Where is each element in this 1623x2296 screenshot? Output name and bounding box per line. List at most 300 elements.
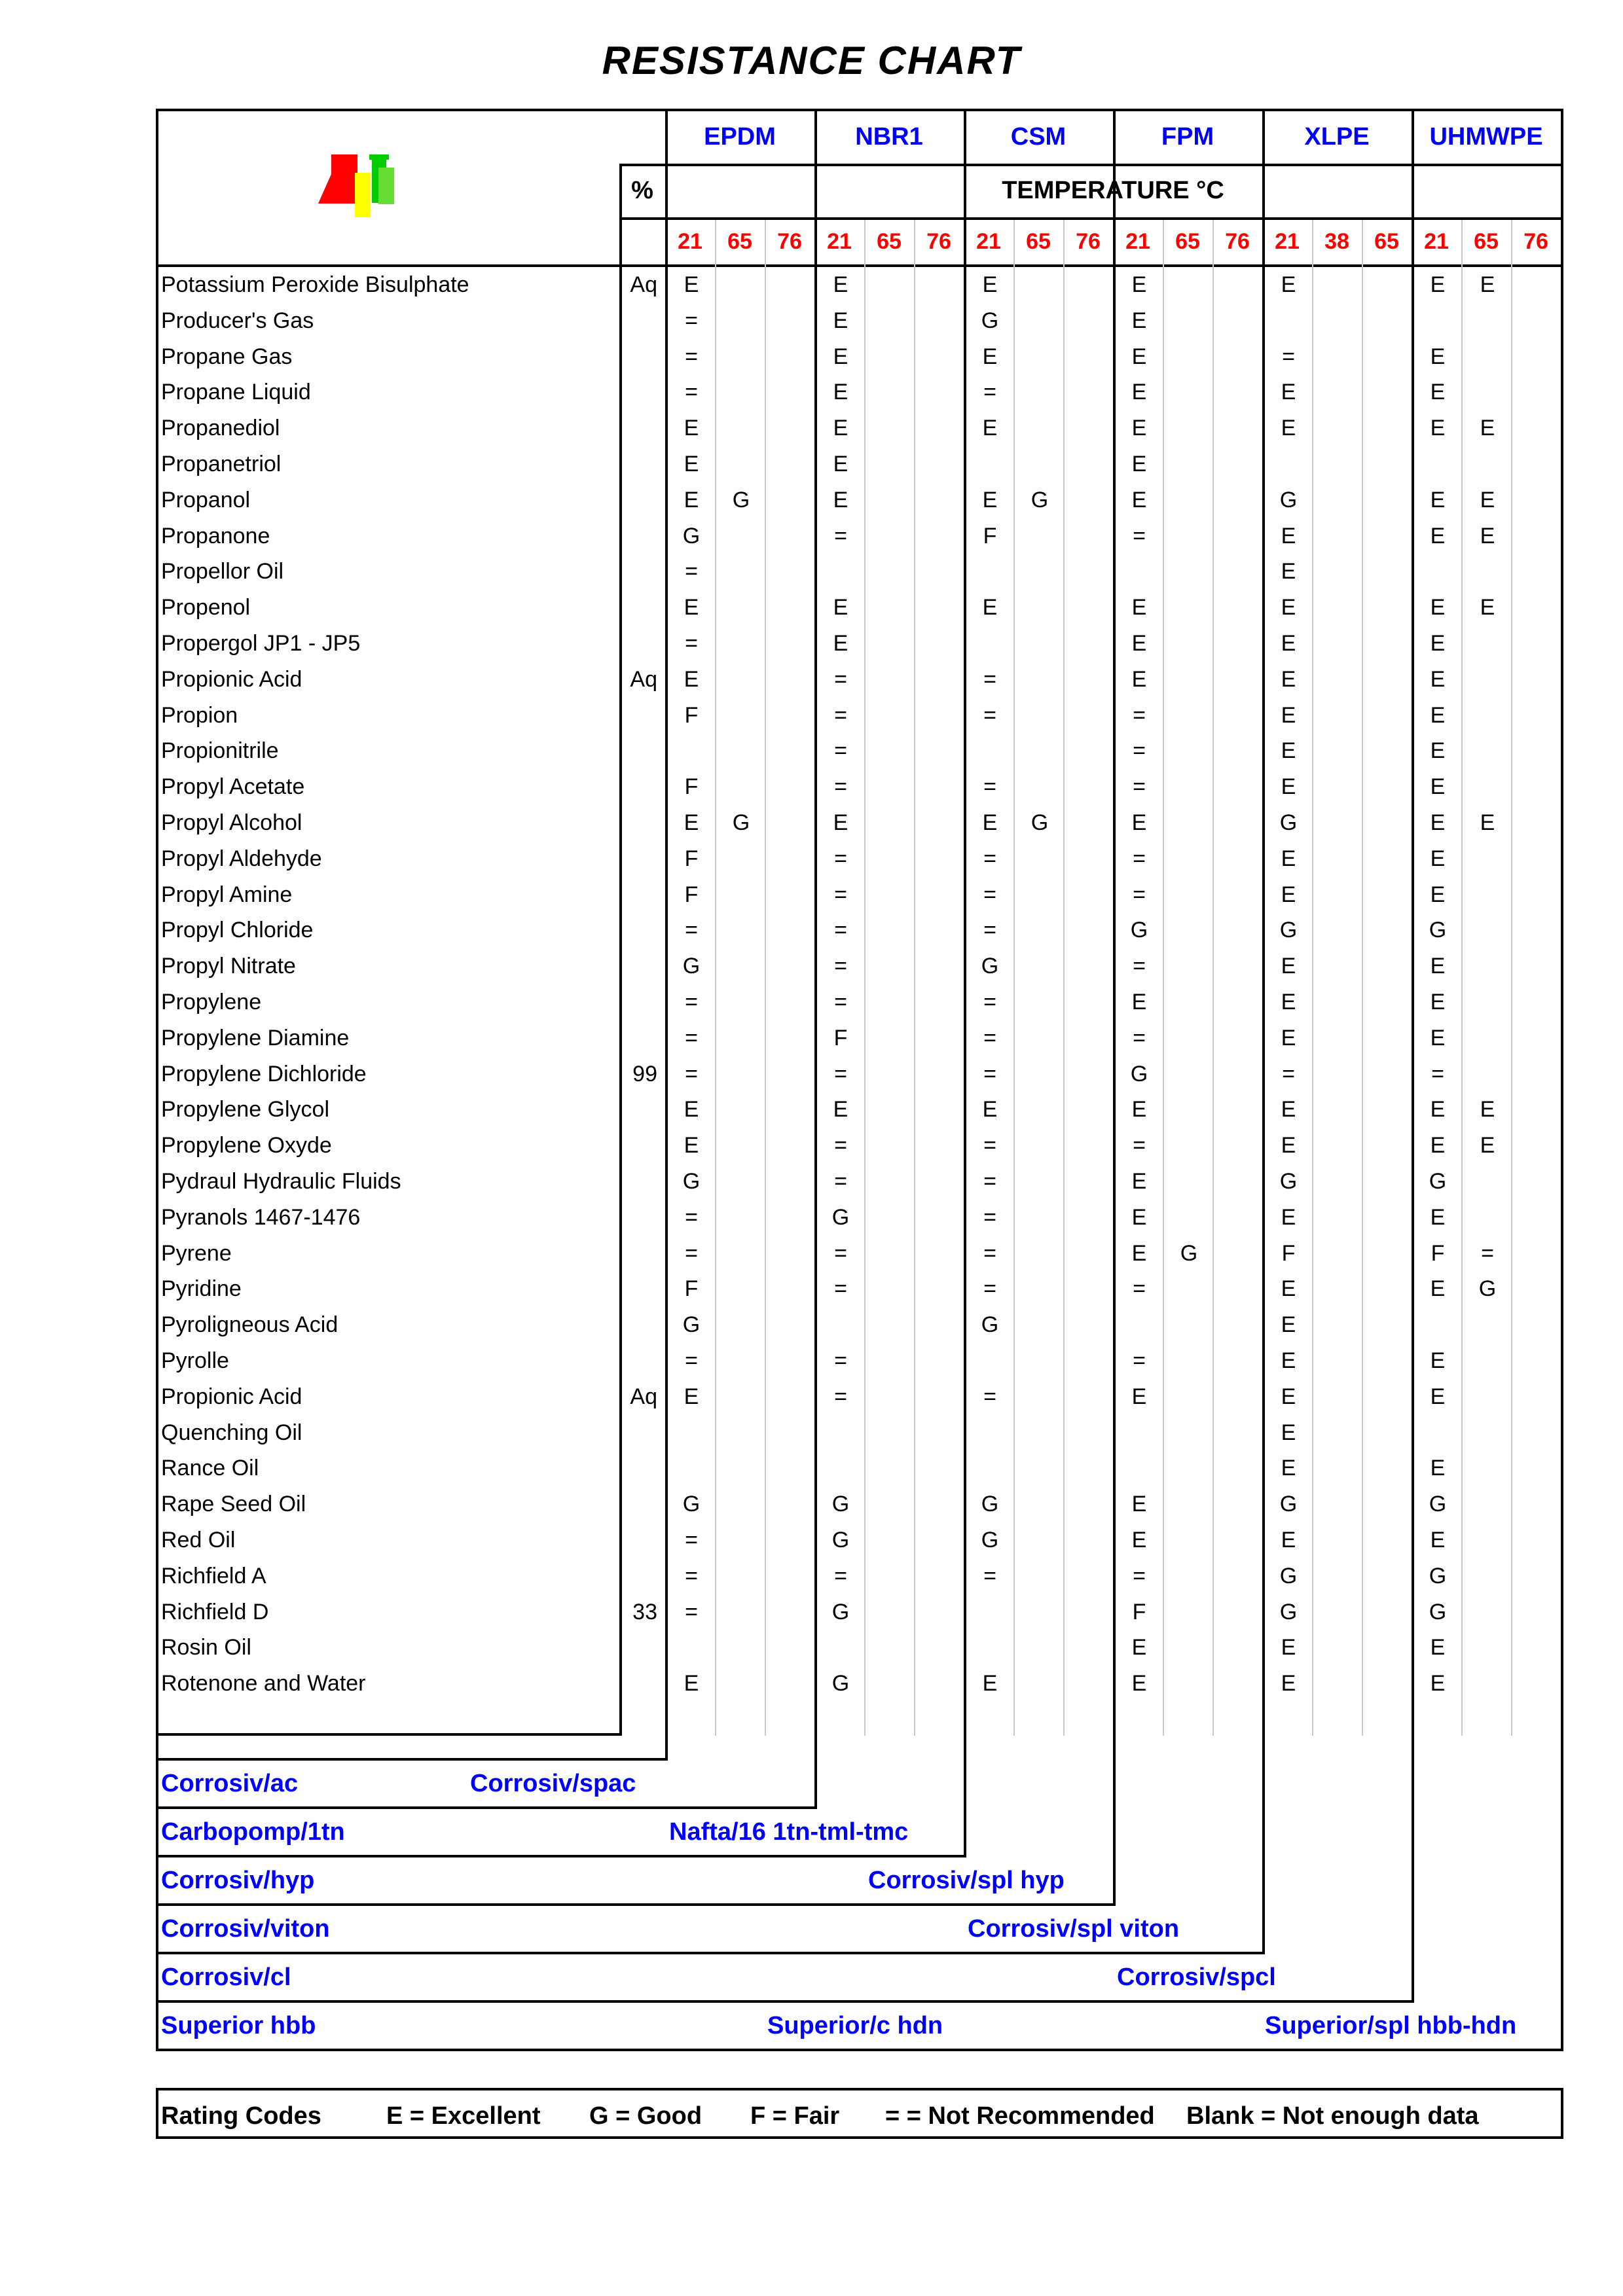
rating-cell: E [1430,990,1446,1014]
footer-superior-spl: Superior/spl hbb-hdn [1265,2012,1517,2039]
rating-cell: = [834,954,847,979]
rating-cell: G [831,1528,850,1552]
footer-bottom-border [156,2049,1563,2051]
rating-cell: = [983,1384,996,1409]
rating-cell: G [1429,918,1447,943]
rating-cell: E [1131,595,1147,620]
footer-nafta: Nafta/16 1tn-tml-tmc [669,1818,909,1846]
temperature-header: TEMPERATURE °C [1002,177,1224,204]
temp-header-fpm-0: 21 [1125,229,1150,254]
rating-cell: E [982,1671,998,1696]
rating-cell: = [983,1563,996,1588]
rating-cell: E [1131,308,1147,333]
chemical-name: Pydraul Hydraulic Fluids [161,1169,401,1194]
footer-corrosiv-spl-viton: Corrosiv/spl viton [968,1915,1180,1943]
rating-cell: E [833,308,848,333]
rating-cell: G [981,954,999,979]
rating-cell: E [1131,1635,1147,1660]
rating-cell: = [685,308,698,333]
rating-cell: = [834,1133,847,1158]
rating-cell: E [1281,954,1296,979]
rating-cell: G [1279,1599,1298,1624]
chemical-name: Propenol [161,595,251,620]
material-header-csm: CSM [1010,123,1067,151]
rating-cell: = [983,380,996,405]
chemical-name: Pyroligneous Acid [161,1312,338,1338]
rating-cell: = [685,1025,698,1050]
page-title: RESISTANCE CHART [602,39,1021,82]
names-bottom-border [156,1733,622,1736]
rating-cell: E [833,1097,848,1122]
rating-cell: E [1281,272,1296,297]
rating-cell: E [1480,272,1495,297]
chemical-name: Propylene Oxyde [161,1133,332,1158]
rating-cell: G [831,1671,850,1696]
chemical-name: Pyranols 1467-1476 [161,1204,361,1230]
material-divider-2 [964,109,966,1857]
chemical-name: Propyl Nitrate [161,954,296,979]
rating-cell: E [1430,1528,1446,1552]
footer-corrosiv-cl: Corrosiv/cl [161,1964,291,1991]
rating-cell: E [1430,487,1446,512]
rating-cell: E [684,416,699,441]
rating-cell: = [834,1563,847,1588]
rating-cell: E [833,595,848,620]
rating-cell: E [684,595,699,620]
rating-cell: = [685,1061,698,1086]
chemical-name: Propionic Acid [161,1384,302,1409]
rating-cell: = [1133,1025,1146,1050]
rating-cell: G [981,1312,999,1338]
rating-cell: G [682,1312,701,1338]
rating-cell: E [1281,380,1296,405]
rating-cell: E [1430,631,1446,656]
chemical-name: Propanetriol [161,452,282,476]
rating-cell: E [1281,702,1296,728]
footer-divider-1 [156,1806,817,1809]
temp-header-fpm-1: 65 [1175,229,1200,254]
rating-cell: = [1431,1061,1444,1086]
chemical-name: Propanone [161,523,270,548]
chemical-name: Pyrene [161,1240,232,1266]
rating-cell: E [1281,990,1296,1014]
rating-cell: E [684,1097,699,1122]
rating-cell: G [1130,1061,1148,1086]
chemical-name: Propyl Chloride [161,918,314,943]
rating-cell: E [1281,1420,1296,1445]
chemical-name: Propylene Glycol [161,1097,330,1122]
rating-cell: E [1281,416,1296,441]
rating-cell: E [1430,1097,1446,1122]
chemical-name: Quenching Oil [161,1420,302,1445]
rating-cell: = [685,1240,698,1266]
legend-blank: Blank = Not enough data [1186,2102,1479,2130]
rating-cell: G [981,1528,999,1552]
temp-header-uhmwpe-0: 21 [1424,229,1449,254]
rating-cell: G [831,1599,850,1624]
subcol-line [1213,267,1214,1736]
material-header-epdm: EPDM [704,123,776,151]
rating-cell: E [1430,1635,1446,1660]
rating-cell: = [1133,738,1146,764]
rating-cell: E [1430,954,1446,979]
chemical-name: Red Oil [161,1528,236,1552]
rating-cell: E [684,666,699,692]
rating-cell: E [1430,380,1446,405]
temp-header-fpm-2: 76 [1225,229,1250,254]
rating-cell: G [1279,1169,1298,1194]
temp-header-epdm-1: 65 [727,229,752,254]
rating-cell: E [684,810,699,835]
legend-excellent: E = Excellent [386,2102,541,2130]
footer-divider-2 [156,1855,966,1857]
rating-cell: E [1480,487,1495,512]
temp-header-xlpe-2: 65 [1374,229,1399,254]
header-divider-1 [619,164,1563,166]
legend-good: G = Good [589,2102,702,2130]
rating-cell: E [1480,595,1495,620]
rating-cell: = [834,846,847,871]
rating-cell: E [1281,1097,1296,1122]
chemical-name: Propergol JP1 - JP5 [161,631,361,656]
rating-cell: E [1131,666,1147,692]
rating-cell: G [831,1492,850,1517]
rating-cell: E [1430,344,1446,369]
rating-cell: G [682,1492,701,1517]
chemical-name: Rance Oil [161,1456,259,1481]
rating-cell: E [1281,595,1296,620]
percent-value: 99 [632,1061,657,1086]
rating-cell: E [1480,1097,1495,1122]
table-right-border [1561,109,1563,2051]
footer-carbopomp: Carbopomp/1tn [161,1818,345,1846]
rating-cell: G [1429,1599,1447,1624]
rating-cell: G [1279,487,1298,512]
chemical-name: Rape Seed Oil [161,1492,306,1517]
rating-cell: = [1133,1133,1146,1158]
rating-cell: E [1131,1492,1147,1517]
percent-header: % [631,177,653,204]
rating-cell: E [833,272,848,297]
rating-cell: = [983,1061,996,1086]
rating-cell: = [1133,1563,1146,1588]
material-header-fpm: FPM [1161,123,1214,151]
rating-cell: E [1480,523,1495,548]
rating-cell: E [1430,595,1446,620]
rating-cell: E [1281,1312,1296,1338]
temp-header-epdm-2: 76 [777,229,802,254]
rating-cell: E [1131,1240,1147,1266]
chemical-name: Rosin Oil [161,1635,251,1660]
rating-cell: E [982,810,998,835]
rating-cell: = [834,738,847,764]
rating-cell: G [1130,918,1148,943]
chemical-name: Richfield D [161,1599,269,1624]
percent-value: Aq [630,272,657,297]
rating-cell: G [1030,810,1049,835]
rating-cell: E [833,344,848,369]
rating-cell: E [1430,774,1446,800]
rating-cell: G [1279,1492,1298,1517]
chemical-name: Producer's Gas [161,308,314,333]
chemical-name: Propyl Alcohol [161,810,302,835]
chemical-name: Propellor Oil [161,559,284,584]
rating-cell: = [983,990,996,1014]
rating-cell: = [685,559,698,584]
footer-divider-0 [156,1758,668,1761]
footer-corrosiv-spac: Corrosiv/spac [470,1770,636,1797]
rating-cell: E [1281,1025,1296,1050]
footer-divider-5 [156,2000,1414,2003]
subcol-header-line [914,220,915,267]
subcol-header-line [1213,220,1214,267]
rating-cell: E [1131,1384,1147,1409]
rating-cell: = [983,666,996,692]
rating-cell: G [1429,1563,1447,1588]
rating-cell: = [685,1348,698,1373]
rating-cell: E [684,1671,699,1696]
rating-cell: E [1131,631,1147,656]
rating-cell: E [1430,416,1446,441]
rating-cell: E [1281,1671,1296,1696]
rating-cell: E [1430,846,1446,871]
temp-header-nbr1-2: 76 [926,229,951,254]
rating-cell: E [1430,666,1446,692]
chemical-name: Propyl Aldehyde [161,846,322,871]
rating-cell: = [834,1384,847,1409]
rating-cell: E [982,272,998,297]
rating-cell: E [1480,416,1495,441]
rating-cell: E [684,487,699,512]
rating-cell: = [1133,882,1146,907]
table-top-border [156,109,1563,111]
chemical-name: Propanediol [161,416,280,441]
rating-cell: E [1281,846,1296,871]
rating-cell: E [1430,272,1446,297]
rating-cell: = [685,1563,698,1588]
rating-cell: = [685,918,698,943]
rating-cell: = [1133,1348,1146,1373]
chemical-name: Richfield A [161,1563,266,1588]
rating-cell: = [1481,1240,1494,1266]
rating-cell: = [983,918,996,943]
rating-cell: E [1430,1348,1446,1373]
rating-cell: E [1281,523,1296,548]
temp-header-xlpe-1: 38 [1324,229,1349,254]
subcol-header-line [765,220,766,267]
rating-cell: E [684,1133,699,1158]
footer-corrosiv-hyp: Corrosiv/hyp [161,1867,315,1894]
rating-cell: E [833,810,848,835]
legend-bottom-border [156,2136,1563,2139]
rating-cell: E [684,452,699,476]
footer-divider-3 [156,1903,1116,1906]
rating-cell: = [834,1276,847,1302]
legend-not-recommended: = = Not Recommended [885,2102,1155,2130]
rating-cell: = [983,882,996,907]
rating-cell: F [983,523,997,548]
rating-cell: = [834,666,847,692]
rating-cell: E [1281,1276,1296,1302]
chemical-name: Propyl Amine [161,882,293,907]
rating-cell: E [1281,882,1296,907]
rating-cell: = [1133,1276,1146,1302]
subcol-header-line [1063,220,1065,267]
rating-cell: E [1430,1276,1446,1302]
temp-header-csm-0: 21 [976,229,1001,254]
rating-cell: = [834,702,847,728]
rating-cell: E [1430,702,1446,728]
legend-fair: F = Fair [750,2102,840,2130]
rating-cell: E [1281,631,1296,656]
temp-header-nbr1-0: 21 [827,229,852,254]
rating-cell: = [834,1169,847,1194]
temp-header-csm-2: 76 [1076,229,1101,254]
chemical-name: Rotenone and Water [161,1671,366,1696]
rating-cell: = [983,702,996,728]
percent-value: 33 [632,1599,657,1624]
rating-cell: G [682,954,701,979]
subcol-header-line [1362,220,1363,267]
material-header-uhmwpe: UHMWPE [1429,123,1543,151]
footer-corrosiv-spcl: Corrosiv/spcl [1117,1964,1276,1991]
rating-cell: = [685,1599,698,1624]
rating-cell: E [1480,810,1495,835]
legend-right-border [1561,2088,1563,2139]
rating-cell: G [1429,1492,1447,1517]
temp-header-nbr1-1: 65 [877,229,902,254]
legend-left-border [156,2088,158,2139]
material-header-nbr1: NBR1 [855,123,923,151]
rating-cell: = [834,882,847,907]
footer-corrosiv-ac: Corrosiv/ac [161,1770,299,1797]
rating-cell: E [1430,1384,1446,1409]
footer-corrosiv-viton: Corrosiv/viton [161,1915,330,1943]
rating-cell: E [1430,523,1446,548]
rating-cell: G [831,1204,850,1230]
header-divider-2 [619,217,1563,220]
footer-divider-4 [156,1952,1265,1954]
rating-cell: E [982,344,998,369]
rating-cell: E [1430,1025,1446,1050]
rating-cell: E [982,416,998,441]
rating-cell: E [1281,666,1296,692]
rating-cell: = [1133,774,1146,800]
rating-cell: = [834,523,847,548]
rating-cell: G [1429,1169,1447,1194]
rating-cell: E [982,1097,998,1122]
rating-cell: F [1281,1240,1296,1266]
rating-cell: G [1478,1276,1497,1302]
rating-cell: = [834,918,847,943]
rating-cell: G [981,1492,999,1517]
rating-cell: = [983,1025,996,1050]
temp-header-uhmwpe-1: 65 [1474,229,1499,254]
rating-cell: E [833,487,848,512]
rating-cell: = [834,1240,847,1266]
rating-cell: E [1131,1169,1147,1194]
subcol-line [1362,267,1363,1736]
subcol-header-line [1511,220,1512,267]
footer-superior-c-hdn: Superior/c hdn [767,2012,943,2039]
rating-cell: E [833,631,848,656]
rating-cell: E [1281,1528,1296,1552]
percent-left-border [619,164,622,1733]
rating-cell: G [1279,1563,1298,1588]
chemical-name: Propylene Dichloride [161,1061,367,1086]
header-bottom-border [156,264,1563,267]
rating-cell: = [685,380,698,405]
rating-cell: E [982,487,998,512]
subcol-header-line [1013,220,1015,267]
rating-cell: E [1430,882,1446,907]
chemical-name: Propion [161,702,238,728]
footer-superior-hbb: Superior hbb [161,2012,316,2039]
rating-cell: = [834,990,847,1014]
rating-cell: E [1430,1671,1446,1696]
rating-cell: G [1030,487,1049,512]
rating-cell: E [1131,487,1147,512]
chemical-name: Propane Gas [161,344,293,369]
percent-value: Aq [630,666,657,692]
subcol-line [914,267,915,1736]
rating-cell: E [684,272,699,297]
rating-cell: F [684,846,699,871]
rating-cell: = [1133,702,1146,728]
rating-cell: E [1281,774,1296,800]
rating-cell: = [1133,846,1146,871]
subcol-header-line [715,220,716,267]
subcol-header-line [864,220,866,267]
rating-cell: = [983,1276,996,1302]
rating-cell: E [684,1384,699,1409]
rating-cell: E [1281,1348,1296,1373]
rating-cell: = [1133,523,1146,548]
rating-cell: = [1282,344,1295,369]
rating-cell: G [981,308,999,333]
rating-cell: E [1281,559,1296,584]
rating-cell: F [833,1025,848,1050]
chemical-name: Propanol [161,487,251,512]
rating-cell: E [1281,1456,1296,1481]
subcol-header-line [1312,220,1313,267]
temp-header-xlpe-0: 21 [1275,229,1300,254]
rating-cell: F [684,1276,699,1302]
percent-value: Aq [630,1384,657,1409]
rating-cell: F [684,702,699,728]
rating-cell: E [833,416,848,441]
rating-cell: G [732,810,750,835]
rating-cell: G [682,1169,701,1194]
material-header-xlpe: XLPE [1304,123,1370,151]
rating-cell: G [1279,918,1298,943]
rating-cell: F [1132,1599,1146,1624]
chemical-name: Propylene [161,990,262,1014]
footer-corrosiv-spl-hyp: Corrosiv/spl hyp [868,1867,1065,1894]
rating-cell: = [685,631,698,656]
rating-cell: E [1430,810,1446,835]
rating-cell: E [1131,810,1147,835]
temp-header-uhmwpe-2: 76 [1523,229,1548,254]
rating-cell: E [1131,1204,1147,1230]
rating-cell: E [1131,1671,1147,1696]
rating-cell: E [1131,452,1147,476]
chemical-name: Propionitrile [161,738,279,764]
chemical-name: Propylene Diamine [161,1025,350,1050]
rating-cell: E [1281,1635,1296,1660]
rating-cell: E [833,380,848,405]
rating-cell: G [1279,810,1298,835]
